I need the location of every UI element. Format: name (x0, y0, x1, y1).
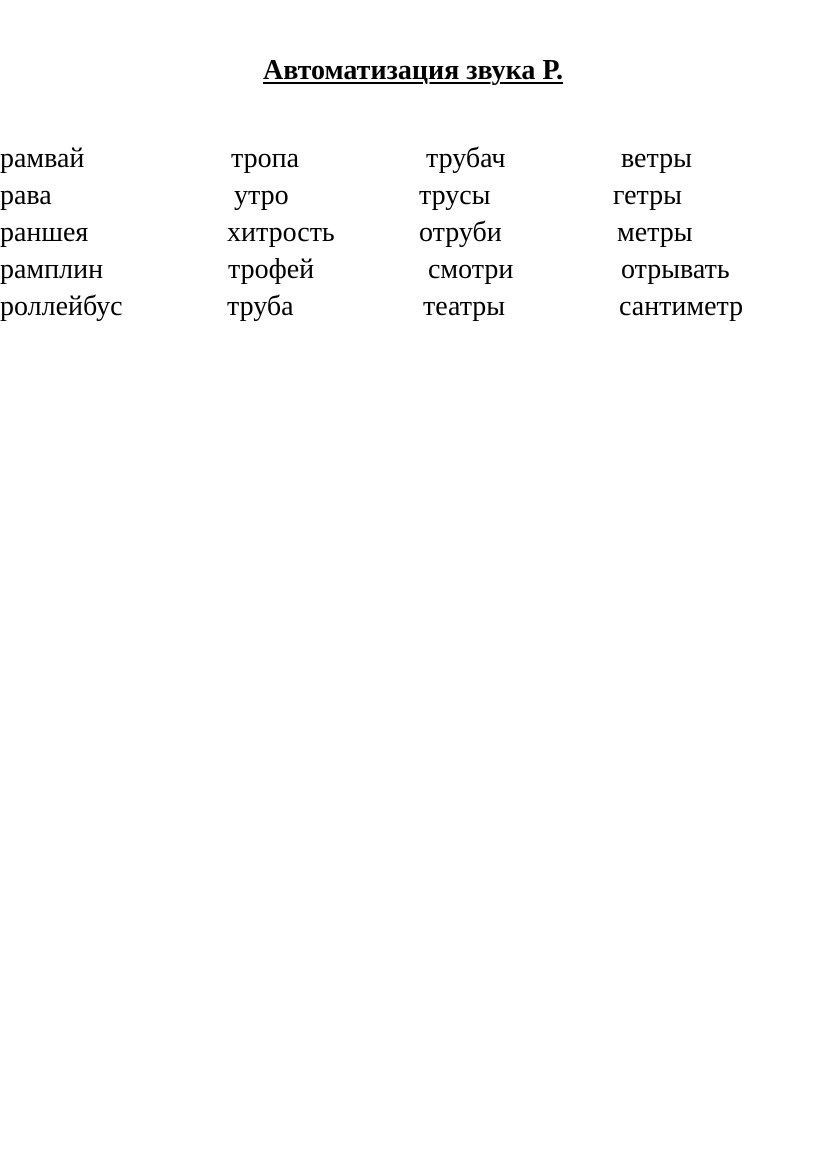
word: трусы (419, 180, 491, 211)
word: раншея (0, 217, 89, 248)
word: труба (227, 291, 294, 322)
page-title: Автоматизация звука Р. (263, 55, 563, 86)
word: тропа (231, 143, 299, 174)
word-row (0, 251, 816, 288)
word-row (0, 288, 816, 325)
word: метры (617, 217, 693, 248)
word: смотри (428, 254, 514, 285)
word: утро (234, 180, 289, 211)
word: отрывать (621, 254, 730, 285)
word: ветры (621, 143, 692, 174)
word: театры (423, 291, 506, 322)
word: роллейбус (0, 291, 123, 322)
word: рава (0, 180, 52, 211)
word: отруби (419, 217, 502, 248)
word-table (0, 140, 816, 330)
word: трубач (426, 143, 506, 174)
word: хитрость (227, 217, 335, 248)
word: гетры (613, 180, 682, 211)
word: трофей (228, 254, 315, 285)
word-row (0, 214, 816, 251)
word-row (0, 140, 816, 177)
word: рамплин (0, 254, 104, 285)
word-row (0, 177, 816, 214)
word: рамвай (0, 143, 85, 174)
word: сантиметр (619, 291, 744, 322)
